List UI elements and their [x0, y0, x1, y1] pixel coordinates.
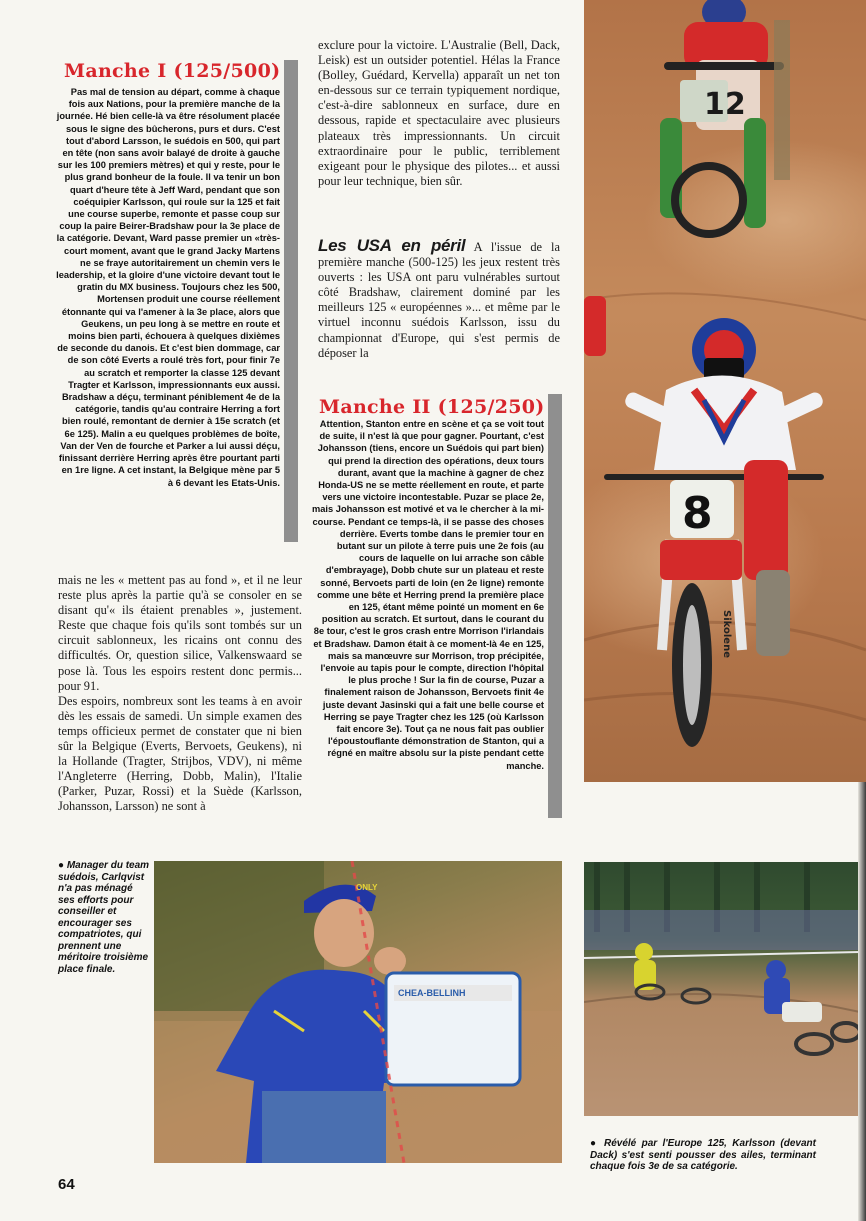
manager-caption — [58, 860, 152, 975]
section1-text: Pas mal de tension au départ, comme à chaque fois aux Nations, pour la première manche de la journée. Hé bien celle-là va être résolument placée sous le signe des bûcherons, purs et durs. C'est tout d'abord Larsson, le suédois en 500, qui part en tête (non sans avoir balayé de droite à gauche sur les 100 premiers mètres) et qui y reste, pour le plus grand bonheur de la foule. Il va tenir un bon quart d'heure tête à Jeff Ward, pendant que son coéquipier Karlsson, qui roule sur la 125 et fait une course superbe, remonte et passe coup sur coup la paire Beirer-Bradshaw pour la 3e place de la catégorie. Devant, Ward passe premier un «très-court moment, avant que le grand Jacky Martens ne se fraye autoritairement un chemin vers le leadership, et la gloire d'une victoire devant tout le gratin du MX business. Toujours chez les 500, Mortensen produit une course réellement étonnante qui va l'amener à la 3e place, alors que Geukens, un peu long à se mettre en route et moins bien parti, échouera à quelques dixièmes de seconde du danois. Et c'est bien dommage, car de son côté Everts a roulé très fort, pour finir 7e au scratch et remporter la classe 125 devant Tragter et Karlsson, impressionnants eux aussi. Bradshaw a déçu, terminant péniblement 4e de la catégorie, tandis qu'au contraire Herring a fort bien roulé, remontant de dernier à 15e scratch (et 6e 125). Malin a eu quelques problèmes de boîte, Van der Ven de fourche et Parker a lui aussi déçu, finissant derrière Herring après être pourtant parti en 1re ligne. A cet instant, la Belgique mène par 5 à 6 devant les Etats-Unis. — [56, 87, 280, 488]
page-number: 64 — [58, 1176, 75, 1193]
section1-rule — [284, 60, 298, 542]
usa-subhead: Les USA en péril — [318, 236, 466, 255]
section2-rule — [548, 394, 562, 818]
fork-brand-label: Sikolene — [721, 610, 732, 658]
karlsson-caption-text: Révélé par l'Europe 125, Karlsson (devant Dack) s'est senti pousser des ailes, terminant chaque fois 3e de sa catégorie. — [590, 1138, 816, 1172]
section2-text: Attention, Stanton entre en scène et ça se voit tout de suite, il n'est là que pour gagner. Pourtant, c'est Johansson (tiens, encore un Suédois qui part bien) qui prend la direction des opérations, deux tours durant, avant que la machine à gagner de chez Honda-US ne se mette réellement en route, et parte vers une victoire incontestable. Puzar se place 2e, mais Johansson est motivé et va le chercher à la mi-course. Pendant ce temps-là, il se passe des choses derrière. Everts tombe dans le premier tour en butant sur un pilote à terre puis une 2e fois (au cours de laquelle on lui arrache son câble d'embrayage), Dobb chute sur un plateau et reste sonné, Bervoets parti de loin (en 2e ligne) remonte comme une bête et Herring prend la première place en 125, étant même pointé un moment en 6e position au scratch. Et surtout, dans le courant du 8e tour, c'est le gros crash entre Morrison l'irlandais et Bradshaw. Damon était à ce moment-là 4e en 125, mais sa manœuvre sur Morrison, trop précipitée, l'envoie au tapis pour le compte, direction l'hôpital le plus proche ! Sur la fin de course, Puzar a finalement raison de Johansson, Bervoets finit 4e juste devant Jasinski qui a fait une belle course et Herring se paye Tragter chez les 125 (où Karlsson fait encore 3e). Tout ça ne nous fait pas oublier l'époustouflante démonstration de Stanton, qui a régné en maître absolu sur la piste pendant cette manche. — [312, 419, 545, 771]
page-edge — [858, 782, 866, 1221]
race-photo-main — [584, 0, 866, 782]
col1-bottom-text — [58, 573, 302, 815]
rider-edge-figure — [584, 296, 606, 356]
karlsson-caption — [590, 1138, 816, 1173]
usa-text: A l'issue de la première manche (500-125) les jeux restent très ouverts : les USA ont paru vulnérables surtout côté Bradshaw, clairement dominé par les meilleurs 125 « européennes »... et même par le virtuel inconnu suédois Karlsson, issu du championnat d'Europe, qui s'est permis de déposer la — [318, 240, 560, 360]
caption-bullet: ● — [58, 860, 67, 871]
cap-text: ONLY — [356, 883, 378, 892]
section1-heading: Manche I (125/500) — [64, 60, 281, 82]
race-photo-main-art — [584, 0, 866, 782]
karlsson-photo-art — [584, 862, 860, 1116]
col2-top-text: exclure pour la victoire. L'Australie (Bell, Dack, Leisk) est un outsider potentiel. Hélas la France (Bolley, Guédard, Kervella) apparaît un net ton en-dessous sur ce terrain typiquement nordique, c'est-à-dire sablonneux en surface, dure en dessous, rapide et spectaculaire avec plusieurs plateaux très impressionnants. Un circuit extraordinaire pour le public, terriblement exigeant pour le physique des pilotes... et aussi pour leur technique, bien sûr. — [318, 38, 560, 188]
col2-usa-block — [318, 238, 560, 361]
rider-12-number: 12 — [704, 87, 746, 122]
karlsson-photo — [584, 862, 860, 1116]
col1-bottom-para2: Des espoirs, nombreux sont les teams à en avoir dès les essais de samedi. Un simple examen des temps officieux permet de constater que ni bien sûr la Belgique (Everts, Bervoets, Geukens), ni la Hollande (Tragter, Strijbos, VDV), ni même l'Angleterre (Herring, Dobb, Malin), l'Italie (Parker, Puzar, Rossi) et la Suède (Karlsson, Johansson, Larsson) ne sont à — [58, 693, 302, 814]
manager-caption-text: Manager du team suédois, Carlqvist n'a pas ménagé ses efforts pour conseiller et encourager ses compatriotes, qui prennent une méritoire troisième place finale. — [58, 860, 150, 975]
manager-photo-art — [154, 861, 562, 1163]
manager-photo — [154, 861, 562, 1163]
rider-8-number: 8 — [682, 488, 713, 539]
col1-bottom-para1: mais ne les « mettent pas au fond », et il ne leur reste plus après la partie qu'à se consoler en se disant qu'« ils étaient prenables », justement. Reste que chaque fois qu'ils sont tombés sur un circuit sablonneux, les ricains ont connu des difficultés. Or, question silice, Valkenswaard se pose là. Tous les espoirs restent donc permis... pour 91. — [58, 573, 302, 693]
sign-text: CHEA-BELLINH — [398, 988, 466, 998]
section2-heading: Manche II (125/250) — [319, 396, 545, 418]
caption-bullet: ● — [590, 1138, 604, 1149]
